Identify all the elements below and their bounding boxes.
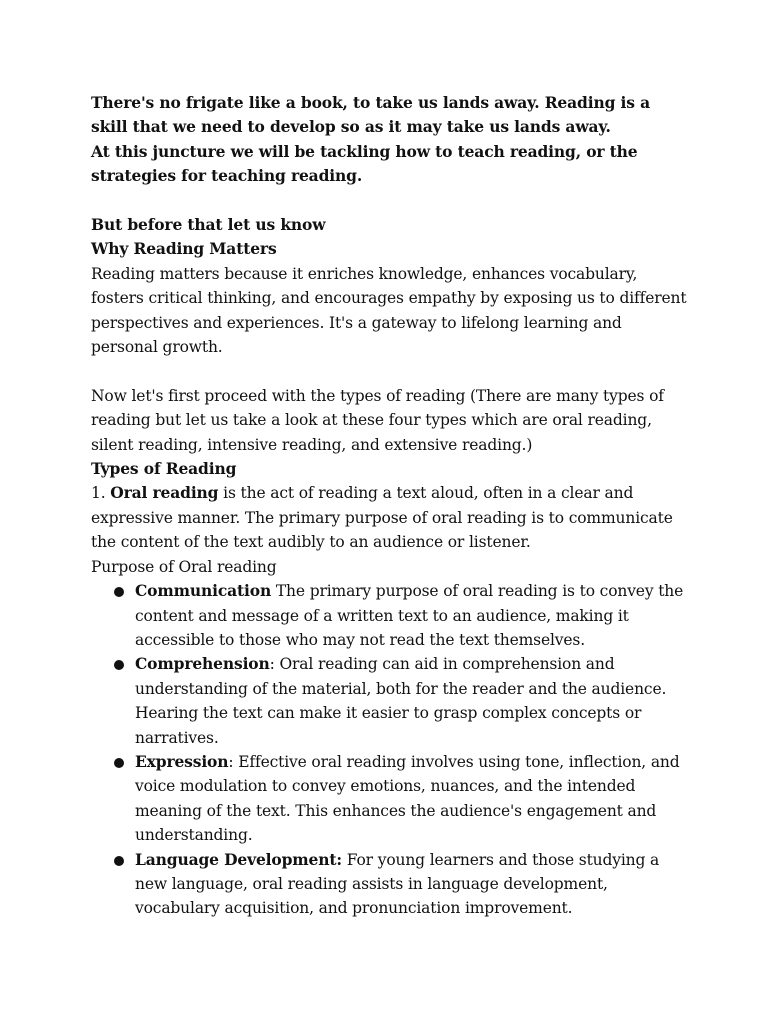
why-reading-body: Reading matters because it enriches knowledge, enhances vocabulary, fosters critical thinking, and encourages empathy by exposing us to different perspectives and experiences. It's a gateway to lifelong learning and personal growth. (91, 264, 687, 357)
oral-term: Oral reading (110, 483, 219, 503)
oral-number: 1. (91, 484, 111, 503)
purpose-text: : Oral reading can aid in comprehension and understanding of the material, both for the reader and the audience. Hearing the text can make it easier to grasp complex concepts or narratives. (135, 655, 667, 747)
purpose-term: Expression (135, 751, 229, 771)
paragraph-spacer (91, 359, 691, 383)
purpose-list (91, 579, 691, 921)
list-item (91, 579, 691, 652)
purpose-term: Language Development: (135, 849, 342, 869)
bullet-icon (114, 758, 124, 768)
types-heading: Types of Reading (91, 459, 237, 479)
intro-line-1: There's no frigate like a book, to take us lands away. Reading is a skill that we need to develop so as it may take us lands away. (91, 93, 650, 137)
bullet-icon (114, 587, 124, 597)
list-item (91, 848, 691, 921)
purpose-text: The primary purpose of oral reading is to convey the content and message of a written text to an audience, making it accessible to those who may not read the text themselves. (135, 582, 684, 649)
purpose-text: For young learners and those studying a new language, oral reading assists in language development, vocabulary acquisition, and pronunciation improvement. (135, 850, 660, 918)
oral-definition-text: is the act of reading a text aloud, often in a clear and expressive manner. The primary purpose of oral reading is to communicate the content of the text audibly to an audience or listener. (91, 484, 673, 552)
list-item (91, 750, 691, 848)
purpose-term: Communication (135, 581, 272, 601)
purpose-term: Comprehension (135, 654, 270, 674)
before-line: But before that let us know (91, 215, 326, 235)
purpose-text: : Effective oral reading involves using tone, inflection, and voice modulation to convey emotions, nuances, and the intended meaning of the text. This enhances the audience's engagement and understanding. (135, 752, 680, 845)
why-reading-heading: Why Reading Matters (91, 239, 277, 259)
oral-reading-definition (91, 481, 691, 554)
bullet-icon (114, 660, 124, 670)
intro-line-2: At this juncture we will be tackling how to teach reading, or the strategies for teaching reading. (91, 141, 638, 186)
types-intro: Now let's first proceed with the types of reading (There are many types of reading but let us take a look at these four types which are oral reading, silent reading, intensive reading, and extensive reading.) (91, 386, 664, 454)
document-page (91, 91, 691, 921)
list-item (91, 652, 691, 750)
bullet-icon (114, 856, 124, 866)
purpose-heading: Purpose of Oral reading (91, 557, 277, 576)
paragraph-spacer (91, 189, 691, 213)
